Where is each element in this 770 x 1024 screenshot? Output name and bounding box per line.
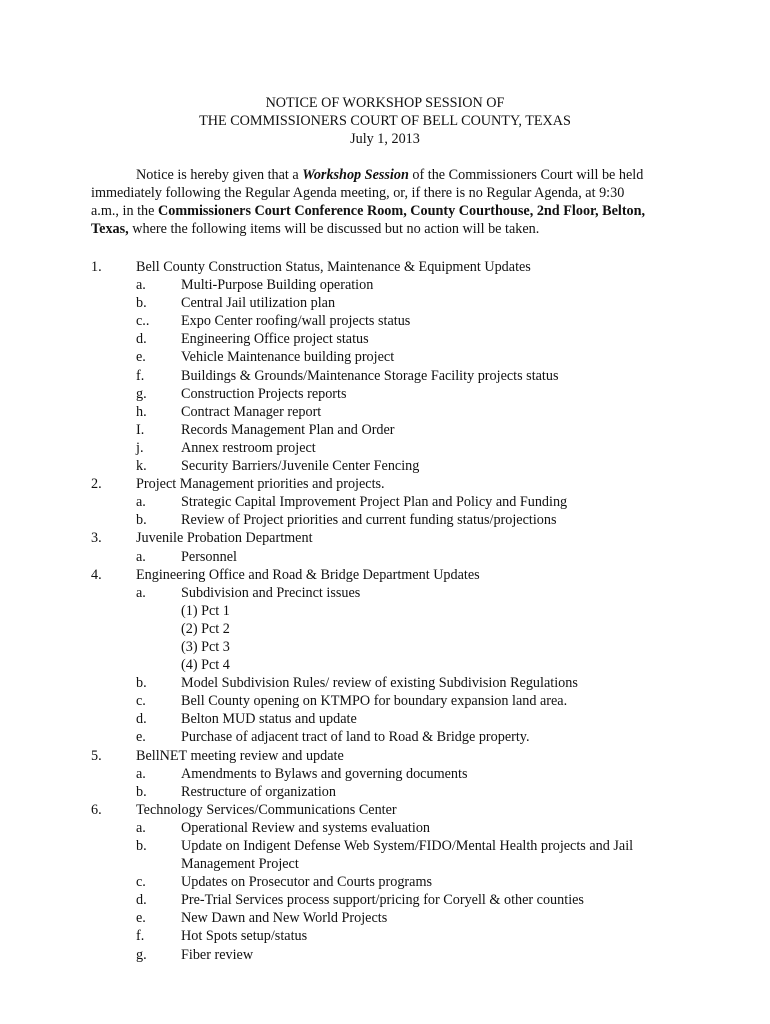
agenda-subitem (0, 674, 770, 692)
agenda-subitem-text: Bell County opening on KTMPO for boundary expansion land area. (181, 693, 568, 710)
agenda-subitem-letter: f. (136, 367, 145, 384)
agenda-subitem-text: Model Subdivision Rules/ review of existing Subdivision Regulations (181, 675, 578, 692)
agenda-subitem-text: Management Project (181, 856, 299, 873)
agenda-subitem-continuation (0, 638, 770, 656)
agenda-subitem-text: New Dawn and New World Projects (181, 910, 388, 927)
agenda-subitem-letter: d. (136, 331, 147, 348)
agenda-subitem (0, 873, 770, 891)
agenda-subitem (0, 891, 770, 909)
agenda-subitem-letter: a. (136, 819, 146, 836)
agenda-subitem-letter: b. (136, 512, 147, 529)
agenda-item-title: Engineering Office and Road & Bridge Department Updates (136, 566, 480, 583)
agenda-subitem-letter: b. (136, 295, 147, 312)
agenda-subitem-continuation (0, 656, 770, 674)
intro-text: where the following items will be discussed but no action will be taken. (128, 221, 540, 237)
agenda-subitem-letter: k. (136, 458, 147, 475)
intro-text: of the Commissioners Court will be held (408, 167, 644, 183)
agenda-subitem-text: Construction Projects reports (181, 385, 347, 402)
agenda-subitem-letter: a. (136, 584, 146, 601)
agenda-subitem (0, 692, 770, 710)
agenda-subitem-letter: I. (136, 421, 145, 438)
agenda-subitem-letter: f. (136, 928, 145, 945)
agenda-subitem (0, 312, 770, 330)
agenda-subitem-text: Fiber review (181, 946, 254, 963)
agenda-subitem-letter: a. (136, 494, 146, 511)
header-date: July 1, 2013 (350, 131, 420, 147)
agenda-subitem-text: Central Jail utilization plan (181, 295, 336, 312)
agenda-subitem-text: Records Management Plan and Order (181, 421, 395, 438)
agenda-item (0, 566, 770, 584)
agenda-subitem-continuation (0, 620, 770, 638)
agenda-subitem-letter: a. (136, 277, 146, 294)
agenda-subitem-letter: g. (136, 385, 147, 402)
agenda-subitem-text: Buildings & Grounds/Maintenance Storage Facility projects status (181, 367, 559, 384)
agenda-item-number: 1. (91, 259, 102, 275)
agenda-subitem-text: Expo Center roofing/wall projects status (181, 313, 411, 330)
agenda-subitem (0, 927, 770, 945)
agenda-list (0, 258, 770, 964)
header-title-line: NOTICE OF WORKSHOP SESSION OF (265, 95, 505, 111)
agenda-subitem-text: Amendments to Bylaws and governing documents (181, 765, 468, 782)
agenda-subitem-text: Hot Spots setup/status (181, 928, 308, 945)
agenda-subitem (0, 710, 770, 728)
location-emphasis: Texas, (91, 221, 129, 237)
intro-line: immediately following the Regular Agenda meeting, or, if there is no Regular Agenda, at 9:30 (91, 185, 625, 201)
agenda-subitem-text: Strategic Capital Improvement Project Plan and Policy and Funding (181, 494, 568, 511)
agenda-item (0, 258, 770, 276)
location-emphasis: Commissioners Court Conference Room, County Courthouse, 2nd Floor, Belton, (157, 203, 646, 219)
agenda-item-number: 4. (91, 566, 102, 583)
agenda-subitem-text: Belton MUD status and update (181, 711, 357, 728)
agenda-subitem (0, 457, 770, 475)
agenda-subitem (0, 909, 770, 927)
intro-paragraph (91, 166, 696, 238)
agenda-item (0, 475, 770, 493)
agenda-subitem-letter: b. (136, 838, 147, 854)
agenda-subitem-text: (4) Pct 4 (181, 657, 230, 674)
agenda-subitem-letter: b. (136, 783, 147, 800)
agenda-subitem-text: Subdivision and Precinct issues (181, 584, 361, 601)
agenda-subitem-continuation (0, 855, 770, 873)
agenda-subitem (0, 330, 770, 348)
agenda-subitem (0, 548, 770, 566)
workshop-session-emphasis: Workshop Session (302, 167, 409, 183)
agenda-subitem-letter: c. (136, 693, 146, 710)
agenda-subitem-letter: c.. (136, 313, 150, 330)
agenda-subitem-letter: b. (136, 675, 147, 692)
agenda-item-title: BellNET meeting review and update (136, 747, 344, 764)
agenda-subitem-letter: c. (136, 874, 146, 891)
agenda-subitem (0, 819, 770, 837)
agenda-subitem (0, 421, 770, 439)
agenda-subitem-text: Engineering Office project status (181, 331, 369, 348)
agenda-subitem-letter: h. (136, 403, 147, 420)
agenda-subitem-letter: d. (136, 892, 147, 909)
agenda-subitem (0, 385, 770, 403)
agenda-subitem (0, 946, 770, 964)
intro-line (91, 220, 696, 238)
agenda-item-title: Juvenile Probation Department (136, 530, 313, 547)
agenda-item-title: Technology Services/Communications Center (136, 801, 397, 818)
agenda-item (0, 801, 770, 819)
agenda-subitem (0, 511, 770, 529)
agenda-subitem (0, 439, 770, 457)
agenda-item-number: 6. (91, 801, 102, 818)
agenda-subitem-text: (2) Pct 2 (181, 620, 230, 637)
agenda-subitem (0, 837, 770, 855)
intro-line (91, 166, 696, 184)
agenda-subitem-letter: a. (136, 548, 146, 565)
intro-text: Notice is hereby given that a (136, 167, 303, 183)
agenda-subitem-text: Multi-Purpose Building operation (181, 277, 374, 294)
agenda-subitem-text: (1) Pct 1 (181, 602, 230, 619)
notice-header (0, 94, 770, 148)
agenda-subitem-text: (3) Pct 3 (181, 638, 230, 655)
agenda-subitem-text: Pre-Trial Services process support/pricing for Coryell & other counties (181, 892, 584, 909)
agenda-item-number: 5. (91, 747, 102, 764)
agenda-subitem (0, 294, 770, 312)
agenda-subitem (0, 276, 770, 294)
agenda-item-number: 3. (91, 530, 102, 547)
agenda-subitem (0, 403, 770, 421)
agenda-item-title: Bell County Construction Status, Maintenance & Equipment Updates (136, 259, 531, 275)
agenda-subitem (0, 348, 770, 366)
header-court-line: THE COMMISSIONERS COURT OF BELL COUNTY, TEXAS (199, 113, 571, 129)
agenda-subitem (0, 783, 770, 801)
agenda-subitem-text: Personnel (181, 548, 237, 565)
intro-line (91, 202, 696, 220)
agenda-subitem-text: Purchase of adjacent tract of land to Road & Bridge property. (181, 729, 530, 746)
agenda-subitem-letter: g. (136, 946, 147, 963)
agenda-subitem-letter: e. (136, 729, 146, 746)
agenda-subitem-text: Security Barriers/Juvenile Center Fencing (181, 458, 420, 475)
agenda-subitem-text: Updates on Prosecutor and Courts programs (181, 874, 432, 891)
agenda-subitem-text: Contract Manager report (181, 403, 322, 420)
agenda-subitem-text: Restructure of organization (181, 783, 336, 800)
agenda-subitem (0, 493, 770, 511)
agenda-subitem-text: Vehicle Maintenance building project (181, 349, 395, 366)
agenda-subitem-text: Review of Project priorities and current funding status/projections (181, 512, 557, 529)
agenda-subitem-text: Operational Review and systems evaluation (181, 819, 431, 836)
agenda-subitem-text: Update on Indigent Defense Web System/FIDO/Mental Health projects and Jail (181, 838, 634, 854)
agenda-subitem (0, 765, 770, 783)
agenda-subitem-letter: d. (136, 711, 147, 728)
agenda-item (0, 747, 770, 765)
agenda-subitem-text: Annex restroom project (181, 439, 316, 456)
intro-text: a.m., in the (91, 203, 158, 219)
agenda-subitem (0, 728, 770, 746)
agenda-subitem-letter: e. (136, 349, 146, 366)
agenda-subitem-letter: a. (136, 765, 146, 782)
agenda-item-title: Project Management priorities and projects. (136, 476, 385, 493)
agenda-item (0, 529, 770, 547)
agenda-subitem-continuation (0, 602, 770, 620)
agenda-subitem-letter: j. (136, 439, 144, 456)
agenda-subitem-letter: e. (136, 910, 146, 927)
agenda-subitem (0, 584, 770, 602)
agenda-subitem (0, 367, 770, 385)
agenda-item-number: 2. (91, 476, 102, 493)
